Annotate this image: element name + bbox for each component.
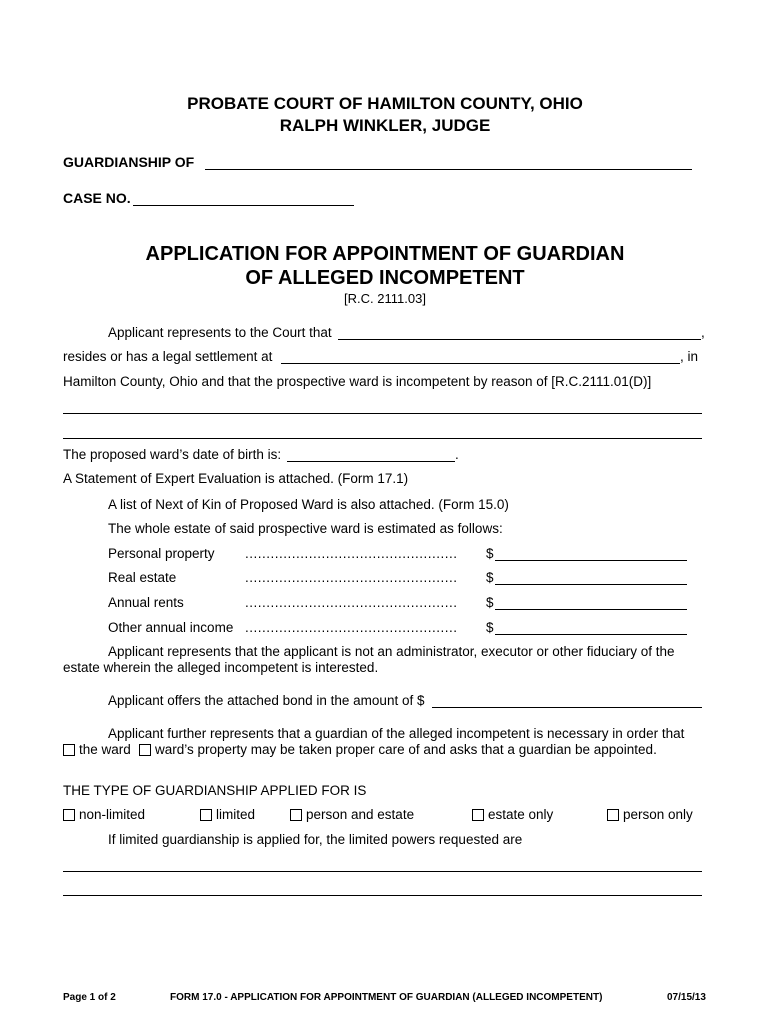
dob-label: The proposed ward’s date of birth is: xyxy=(63,447,282,462)
statute-reference: [R.C. 2111.03] xyxy=(344,291,426,306)
applicant-represents-text: Applicant represents to the Court that xyxy=(108,325,332,340)
type-option-label: non-limited xyxy=(79,807,146,822)
guardianship-type-heading: THE TYPE OF GUARDIANSHIP APPLIED FOR IS xyxy=(63,783,367,798)
type-option-label: person only xyxy=(623,807,693,822)
dob-field[interactable] xyxy=(287,461,455,462)
limited-powers-line-2[interactable] xyxy=(63,895,702,896)
limited-powers-text: If limited guardianship is applied for, the limited powers requested are xyxy=(108,832,523,847)
form-footer-title: FORM 17.0 - APPLICATION FOR APPOINTMENT OF GUARDIAN (ALLEGED INCOMPETENT) xyxy=(170,992,603,1003)
limited-checkbox[interactable] xyxy=(200,809,212,821)
case-number-label: CASE NO. xyxy=(63,190,131,206)
type-option-person-and-estate xyxy=(290,807,414,822)
estate-currency: $ xyxy=(486,620,494,635)
guardianship-name-field[interactable] xyxy=(205,169,692,170)
comma-text: , xyxy=(701,325,705,340)
ward-option-label: the ward xyxy=(79,742,131,757)
estate-item-label: Other annual income xyxy=(108,620,234,635)
page-number: Page 1 of 2 xyxy=(63,992,116,1003)
expert-evaluation-text: A Statement of Expert Evaluation is attached. (Form 17.1) xyxy=(63,471,409,486)
type-option-estate-only xyxy=(472,807,553,822)
estate-item-dots: .................................................. xyxy=(245,570,458,585)
estate-intro-text: The whole estate of said prospective ward is estimated as follows: xyxy=(108,521,503,536)
non-limited-checkbox[interactable] xyxy=(63,809,75,821)
fiduciary-text-line1: Applicant represents that the applicant is not an administrator, executor or other fiduciary of the xyxy=(108,644,675,659)
bond-text: Applicant offers the attached bond in the amount of $ xyxy=(108,693,425,708)
type-option-label: limited xyxy=(216,807,256,822)
estate-currency: $ xyxy=(486,595,494,610)
personal-property-amount-field[interactable] xyxy=(495,560,687,561)
ward-property-row xyxy=(139,742,657,757)
estate-only-checkbox[interactable] xyxy=(472,809,484,821)
applicant-name-field[interactable] xyxy=(338,339,701,340)
type-option-label: estate only xyxy=(488,807,554,822)
form-title-line1: APPLICATION FOR APPOINTMENT OF GUARDIAN xyxy=(145,243,625,265)
type-option-non-limited xyxy=(63,807,145,822)
bond-amount-field[interactable] xyxy=(432,707,702,708)
judge-name: RALPH WINKLER, JUDGE xyxy=(279,116,491,135)
case-number-field[interactable] xyxy=(133,205,354,206)
real-estate-amount-field[interactable] xyxy=(495,584,687,585)
ward-option-row xyxy=(63,742,131,757)
estate-currency: $ xyxy=(486,546,494,561)
person-only-checkbox[interactable] xyxy=(607,809,619,821)
ward-property-text: ward’s property may be taken proper care of and asks that a guardian be appointed. xyxy=(155,742,657,757)
reason-line-1[interactable] xyxy=(63,413,702,414)
form-revision-date: 07/15/13 xyxy=(667,992,706,1003)
guardianship-label: GUARDIANSHIP OF xyxy=(63,154,195,170)
incompetence-reason-text: Hamilton County, Ohio and that the prospective ward is incompetent by reason of [R.C.2111.01(D)] xyxy=(63,374,652,389)
reason-line-2[interactable] xyxy=(63,438,702,439)
in-text: , in xyxy=(680,349,699,364)
limited-powers-line-1[interactable] xyxy=(63,871,702,872)
type-option-label: person and estate xyxy=(306,807,415,822)
form-title-line2: OF ALLEGED INCOMPETENT xyxy=(245,267,525,289)
further-represents-text: Applicant further represents that a guardian of the alleged incompetent is necessary in order that xyxy=(108,726,685,741)
estate-item-dots: .................................................. xyxy=(245,546,458,561)
residence-text: resides or has a legal settlement at xyxy=(63,349,273,364)
type-option-person-only xyxy=(607,807,693,822)
annual-rents-amount-field[interactable] xyxy=(495,609,687,610)
residence-address-field[interactable] xyxy=(281,363,680,364)
next-of-kin-text: A list of Next of Kin of Proposed Ward is also attached. (Form 15.0) xyxy=(108,497,509,512)
ward-property-checkbox[interactable] xyxy=(139,744,151,756)
estate-item-label: Personal property xyxy=(108,546,215,561)
estate-item-label: Annual rents xyxy=(108,595,184,610)
person-and-estate-checkbox[interactable] xyxy=(290,809,302,821)
fiduciary-text-line2: estate wherein the alleged incompetent is interested. xyxy=(63,660,379,675)
estate-item-dots: .................................................. xyxy=(245,620,458,635)
type-option-limited xyxy=(200,807,255,822)
estate-item-label: Real estate xyxy=(108,570,177,585)
estate-currency: $ xyxy=(486,570,494,585)
court-name: PROBATE COURT OF HAMILTON COUNTY, OHIO xyxy=(187,94,583,113)
ward-checkbox[interactable] xyxy=(63,744,75,756)
dob-period: . xyxy=(455,447,459,462)
other-income-amount-field[interactable] xyxy=(495,634,687,635)
estate-item-dots: .................................................. xyxy=(245,595,458,610)
